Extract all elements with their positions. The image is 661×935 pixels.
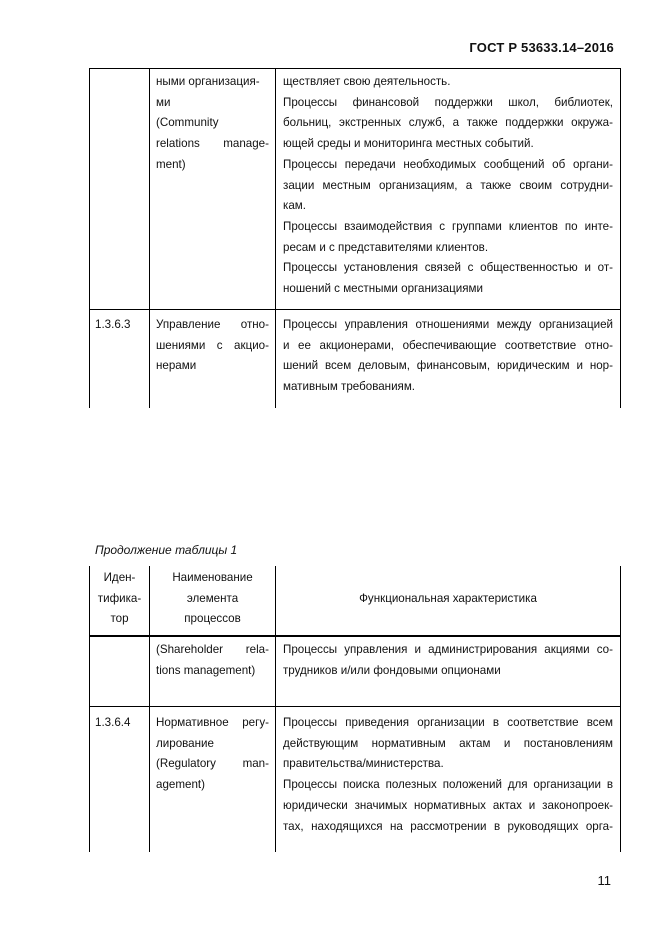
text-line: трудников и/или фондовыми опционами	[283, 663, 501, 677]
text-line: больниц, экстренных служб, а также поддержки окружа-	[283, 116, 613, 130]
text-line: (Community	[156, 116, 219, 130]
table-column-divider	[275, 68, 276, 408]
table-cell-id: 1.3.6.4	[95, 716, 131, 729]
text-line: Иден-	[103, 571, 136, 584]
text-line: Нормативное регу-	[156, 716, 269, 729]
table-column-divider	[149, 68, 150, 408]
text-line: элемента	[186, 591, 239, 605]
text-line: relations manage-	[156, 137, 269, 151]
text-line: ношений с местными организациями	[283, 282, 483, 296]
text-line: Процессы финансовой поддержки школ, библиотек,	[283, 95, 613, 109]
header-divider	[89, 636, 621, 637]
table-cell-name	[156, 315, 269, 377]
text-line: тифика-	[97, 591, 142, 605]
text-line: ными организация-	[156, 75, 260, 88]
text-line: Процессы управления и администрирования акциями со-	[283, 643, 613, 656]
text-line: Процессы управления отношениями между организацией	[283, 318, 613, 331]
text-line: Наименование	[172, 571, 253, 584]
column-header-description: Функциональная характеристика	[359, 592, 537, 605]
table-cell-description	[283, 713, 613, 837]
table-border-top	[89, 68, 621, 69]
text-line: процессов	[184, 612, 241, 626]
page-number: 11	[597, 873, 611, 888]
text-line: Процессы передачи необходимых сообщений об органи-	[283, 157, 613, 171]
table-border-right	[620, 566, 621, 852]
table-cell-id: 1.3.6.3	[95, 318, 131, 331]
text-line: действующим нормативным актам и постановлениям	[283, 736, 613, 750]
column-header-identifier	[90, 568, 149, 630]
table-cell-name	[156, 713, 269, 796]
table-border-left	[89, 68, 90, 408]
table-continuation-bottom	[89, 566, 621, 852]
text-line: agement)	[156, 778, 205, 792]
table-caption: Продолжение таблицы 1	[95, 543, 238, 557]
text-line: зации местным организациям, а также своим сотрудни-	[283, 178, 613, 192]
text-line: (Regulatory man-	[156, 757, 269, 771]
text-line: Процессы приведения организации в соответствие всем	[283, 716, 613, 729]
table-cell-description	[283, 640, 613, 681]
text-line: tions management)	[156, 663, 256, 677]
column-header-name	[150, 568, 275, 630]
text-line: ment)	[156, 157, 186, 171]
text-line: ми	[156, 95, 171, 109]
text-line: Управление отно-	[156, 318, 269, 331]
text-line: Процессы установления связей с общественностью и от-	[283, 261, 613, 275]
text-line: ществляет свою деятельность.	[283, 75, 451, 88]
table-row-divider	[89, 309, 621, 310]
table-cell-description	[283, 315, 613, 398]
standard-number: ГОСТ Р 53633.14–2016	[469, 40, 614, 55]
table-cell-name	[156, 72, 269, 176]
text-line: мативным требованиям.	[283, 380, 416, 394]
text-line: правительства/министерства.	[283, 757, 444, 771]
text-line: кам.	[283, 199, 306, 213]
text-line: нерами	[156, 359, 197, 373]
text-line: тах, находящихся на рассмотрении в руководящих орга-	[283, 819, 613, 833]
table-border-right	[620, 68, 621, 408]
table-cell-description	[283, 72, 613, 300]
text-line: лирование	[156, 736, 214, 750]
text-line: (Shareholder rela-	[156, 643, 269, 656]
text-line: юридически значимых нормативных актах и законопроек-	[283, 798, 613, 812]
text-line: и ее акционерами, обеспечивающие соответствие отно-	[283, 338, 613, 352]
text-line: ющей среды и мониторинга местных событий.	[283, 137, 534, 151]
text-line: шений всем деловым, финансовым, юридическим и нор-	[283, 359, 613, 373]
text-line: шениями с акцио-	[156, 338, 269, 352]
text-line: ресам и с представителями клиентов.	[283, 240, 489, 254]
table-continuation-top	[89, 68, 621, 408]
table-cell-name	[156, 640, 269, 681]
text-line: Процессы поиска полезных положений для организации в	[283, 778, 613, 792]
text-line: тор	[110, 612, 129, 626]
text-line: Процессы взаимодействия с группами клиентов по инте-	[283, 219, 613, 233]
table-row-divider	[89, 706, 621, 707]
